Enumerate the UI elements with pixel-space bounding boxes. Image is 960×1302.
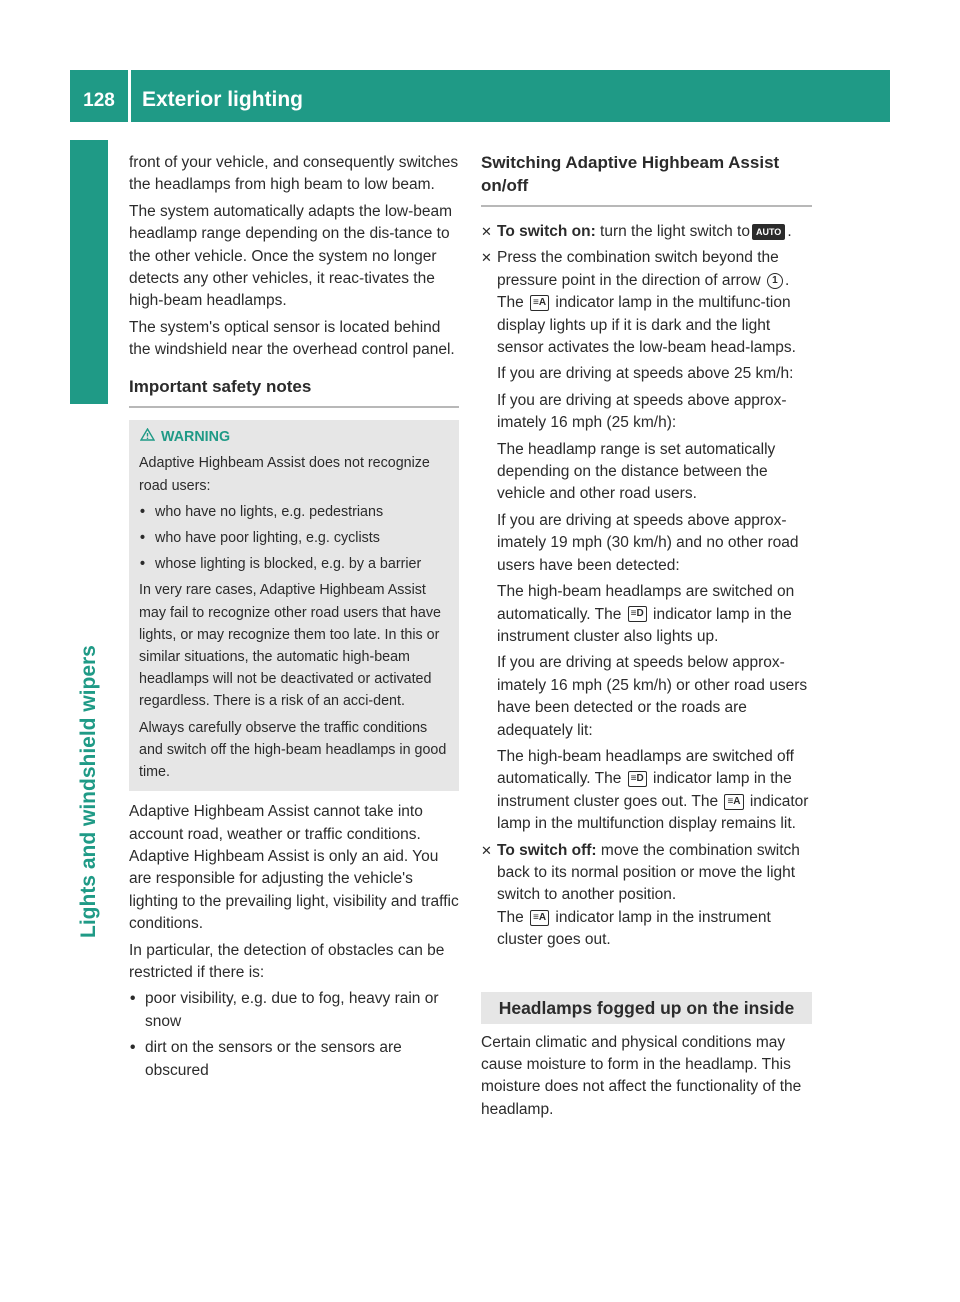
- list-item: • poor visibility, e.g. due to fog, heavy rain or snow: [130, 990, 439, 1030]
- warning-intro: Adaptive Highbeam Assist does not recognize road users:: [139, 455, 430, 494]
- step-label: To switch on:: [497, 223, 596, 240]
- step-arrow-icon: ✕: [481, 224, 492, 239]
- sidebar-tab: [70, 140, 108, 940]
- warning-paragraph: In very rare cases, Adaptive Highbeam Assist may fail to recognize other road users that have lights, or may recognize them too late. In this or similar situations, the automatic high-beam headlamps will not be deactivated or activated regardless. There is a risk of an acci-dent.: [139, 582, 441, 710]
- list-item: • dirt on the sensors or the sensors are obscured: [130, 1039, 402, 1079]
- sidebar-block: [70, 140, 108, 404]
- bullet-dot: •: [140, 503, 146, 520]
- step-arrow-icon: ✕: [481, 842, 492, 858]
- paragraph: Certain climatic and physical conditions may cause moisture to form in the headlamp. This moisture does not affect the functionality of the headlamp.: [481, 1033, 802, 1118]
- step-label: To switch off:: [497, 841, 597, 859]
- section-heading: Switching Adaptive Highbeam Assist on/off: [481, 152, 812, 207]
- warning-bullet: • who have no lights, e.g. pedestrians: [139, 501, 449, 523]
- warning-triangle-icon: [139, 426, 155, 448]
- safety-heading: Important safety notes: [129, 376, 459, 409]
- header-separator: [128, 70, 131, 122]
- paragraph: In particular, the detection of obstacles can be restricted if there is:: [129, 941, 445, 982]
- bullet-dot: •: [140, 529, 146, 546]
- instruction-step: ✕ To switch off: move the combination switch back to its normal position or move the light switch to another position. The ≡A indicator lamp in the instrument cluster goes out.: [481, 841, 800, 949]
- highbeam-assist-icon: ≡A: [530, 295, 549, 311]
- highbeam-assist-icon: ≡A: [530, 910, 549, 926]
- warning-box: [129, 420, 459, 791]
- bullet-dot: •: [130, 1039, 136, 1057]
- highbeam-icon: ≡D: [628, 606, 647, 622]
- left-column: [129, 152, 459, 1082]
- warning-bullet: • whose lighting is blocked, e.g. by a barrier: [139, 553, 449, 575]
- right-column: [481, 152, 812, 1121]
- sidebar-label: Lights and windshield wipers: [77, 645, 100, 938]
- highbeam-assist-icon: ≡A: [724, 794, 743, 810]
- bullet-dot: •: [140, 556, 146, 573]
- paragraph: The system automatically adapts the low-beam headlamp range depending on the dis-tance to the other vehicle. Once the system no longer detects any other vehicles, it reac-tivates the high-beam headlamps.: [129, 202, 453, 310]
- page-header: [70, 70, 890, 122]
- instruction-step: ✕ To switch on: turn the light switch to AUTO .: [481, 221, 812, 243]
- highbeam-icon: ≡D: [628, 771, 647, 787]
- step-arrow-icon: ✕: [481, 250, 492, 266]
- chapter-title: Exterior lighting: [142, 88, 304, 111]
- warning-bullet: • who have poor lighting, e.g. cyclists: [139, 527, 449, 549]
- section-heading-box: Headlamps fogged up on the inside: [481, 992, 812, 1024]
- warning-title: [139, 426, 449, 448]
- warning-title-text: WARNING: [161, 429, 231, 446]
- page-number: 128: [83, 90, 115, 111]
- instruction-step: ✕ Press the combination switch beyond the pressure point in the direction of arrow 1 . The ≡A indicator lamp in the multifunc-tion display lights up if it is dark and the light sensor activates the low-beam head-lamps. If you are driving at speeds above 25 km/h: If you are driving at speeds above approx-imately 16 mph (25 km/h): The headlamp range is set automatically depending on the distance between the vehicle and other road users. If you are driving at speeds above approx-imately 19 mph (30 km/h) and no other road users have been detected: The high-beam headlamps are switched on automatically. The ≡D indicator lamp in the instrument cluster also lights up. If you are driving at speeds below approx-imately 16 mph (25 km/h) or other road users have been detected or the roads are adequately lit: The high-beam headlamps are switched off automatically. The ≡D indicator lamp in the instrument cluster goes out. The ≡A indicator lamp in the multifunction display remains lit.: [481, 249, 809, 833]
- callout-1-icon: 1: [767, 273, 783, 289]
- paragraph: Adaptive Highbeam Assist cannot take into account road, weather or traffic conditions. Adaptive Highbeam Assist is only an aid. You are responsible for adjusting the vehicle's lighting to the prevailing light, visibility and traffic conditions.: [129, 803, 459, 933]
- warning-paragraph: Always carefully observe the traffic conditions and switch off the high-beam headlamps in good time.: [139, 719, 447, 780]
- bullet-dot: •: [130, 990, 136, 1008]
- paragraph: front of your vehicle, and consequently switches the headlamps from high beam to low beam.: [129, 154, 459, 194]
- auto-icon: AUTO: [752, 224, 785, 240]
- paragraph: The system's optical sensor is located behind the windshield near the overhead control panel.: [129, 318, 455, 359]
